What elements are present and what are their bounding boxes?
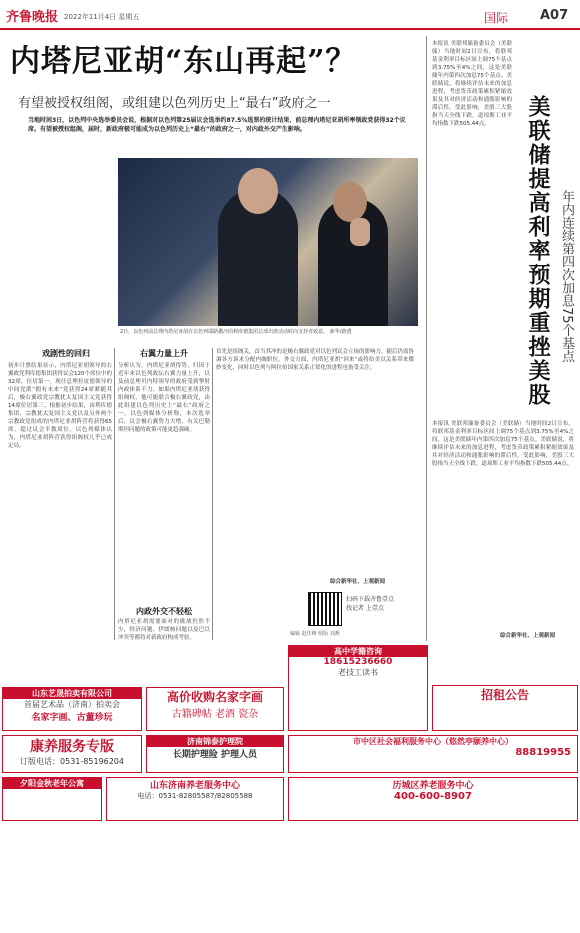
ad-nursing-home [146, 735, 284, 773]
side-source: 综合新华社、上观新闻 [500, 633, 556, 639]
ad-sub: 古籍碑帖 老酒 瓷杂 [171, 709, 259, 720]
byline: 编辑 赵佳峰 组版 刘燕 [290, 631, 340, 637]
ad-title: 山东艺晟拍卖有限公司 [3, 688, 141, 699]
column-divider [426, 36, 427, 641]
column-divider [114, 348, 115, 640]
column-divider [212, 348, 213, 640]
side-body-top: 本报讯 美联邦储备委员会（美联储）当地时间2日宣布，将联邦基金利率目标区间上调75个基点到3.75%至4%之间，这是美联储年内第四次加息75个基点。美联储说，将继续评估未来的加息进程，考虑货币政策累积紧缩效果及其对经济活动和通胀影响的滞后性。受此影响，美股三大股指当天全线下跌，道琼斯工业平均指数下跌505.44点。 [432, 41, 512, 127]
ad-eldercare-banner [2, 735, 142, 773]
issue-date: 2022年11月4日 星期五 [64, 13, 140, 21]
headline: 内塔尼亚胡“东山再起”？ [10, 44, 357, 79]
ad-tag: 名家字画、古董珍玩 [31, 713, 113, 723]
col2-body: 分析认为，内塔尼亚胡得势，归因于近年来以色列政坛右翼力量上升，以及前总理贝内特领导的政府受到掣肘内政体系不力。如果内塔尼亚胡获得组阁权，他可能联合极右翼政党，由此组建以色列历史上“最右”政府之一。以色列媒体分析称，本次选举后，议会极右翼势力大增，有关巴勒斯坦问题的政策可能更趋强硬。 [118, 363, 210, 433]
ad-title: 市中区社会福利服务中心（悠然亭颐养中心） [353, 737, 513, 746]
side-headline: 美联储提高利率预期重挫美股 [525, 95, 551, 407]
ad-sub: 首届艺术品（济南）拍卖会 [24, 700, 120, 709]
ad-sub: 老技工读书 [338, 668, 378, 677]
qr-code [308, 592, 342, 626]
side-body: 本报讯 美联邦储备委员会（美联储）当地时间2日宣布，将联邦基金利率目标区间上调75个基点到3.75%至4%之间，这是美联储年内第四次加息75个基点。美联储说，将继续评估未来的加息进程，考虑货币政策累积紧缩效果及其对经济活动和通胀影响的滞后性。受此影响，美股三大股指当天全线下跌，道琼斯工业平均指数下跌505.44点。 [432, 421, 574, 467]
qr-line: 扫码下载齐鲁壹点 [346, 596, 395, 603]
ad-calligraphy [146, 687, 284, 731]
newspaper-logo: 齐鲁晚报 [6, 10, 59, 25]
ad-title: 高中学籍咨询 [289, 646, 427, 657]
ad-auction [2, 687, 142, 731]
lead-paragraph: 当地时间3日，以色列中央选举委员会说，根据对以色列第25届议会选举约87.5%选票的统计结果，前总理内塔尼亚胡所率领政党获得32个议席。有望被授权组阁，届时，新政府极可能成为以色列历史上“最右”的政府之一，对内政外交产生影响。 [28, 117, 406, 133]
person-head [238, 168, 278, 214]
ad-enrollment [288, 645, 428, 731]
section-name: 国际 [484, 11, 509, 25]
col1-body: 初步计票结果显示，内塔尼亚胡领导的右翼政党利库德集团获得议会120个席位中的32席，位居第一。现任总理拉皮德领导的中间党派“拥有未来”党获得24席紧随其后，极右翼政党宗教犹太复国主义党获得14席位居第三。根据初步结果，由利库德集团、宗教犹太复国主义党以及另外两个宗教政党组成的内塔尼亚胡阵营将获得65席，超过议会半数席位。以色列媒体认为，内塔尼亚胡阵营获得组阁权几乎已成定局。 [8, 363, 112, 449]
page-number: A07 [540, 8, 569, 23]
photo-caption: 2日，以色列前总理内塔尼亚胡在以色列耶路撒冷的利库德集团总部出席活动时向支持者致意。 新华/路透 [120, 329, 352, 335]
ad-title: 夕阳金秋老年公寓 [3, 778, 101, 789]
col3-source: 综合新华社、上观新闻 [330, 579, 386, 585]
ad-title: 历城区养老服务中心 [392, 781, 474, 791]
ad-phone: 400-600-8907 [394, 791, 472, 802]
ad-title: 山东济南养老服务中心 [149, 781, 240, 791]
person-head [333, 182, 367, 222]
col2b-body: 内塔尼亚胡需要面对的挑战仍然不少，经济问题、伊朗核问题以及巴以冲突等都将对新政府构成考验。 [118, 619, 210, 641]
ad-phone: 18615236660 [323, 657, 393, 667]
col1-head: 戏剧性的回归 [42, 349, 90, 358]
raised-hand [350, 218, 370, 246]
ad-licheng-elder [288, 777, 578, 821]
ad-title: 康养服务专版 [30, 739, 114, 755]
qr-caption [346, 595, 394, 613]
side-subhead: 年内连续第四次加息75个基点 [559, 190, 574, 363]
qr-line: 找记者 上壹点 [346, 605, 384, 612]
ad-phone: 订版电话：0531-85196204 [20, 757, 124, 766]
col2-head: 右翼力量上升 [140, 349, 188, 358]
ad-title: 济南锦泰护理院 [147, 736, 283, 747]
news-photo [118, 158, 418, 326]
ad-title: 招租公告 [480, 688, 529, 702]
ad-zone [0, 645, 580, 933]
ad-welfare-center [288, 735, 578, 773]
ad-rental [432, 685, 578, 731]
col2b-head: 内政外交不轻松 [136, 607, 192, 616]
subhead: 有望被授权组阁，或组建以色列历史上“最右”政府之一 [18, 96, 331, 111]
ad-phone: 88819955 [515, 747, 571, 758]
ad-elder-service [106, 777, 284, 821]
ad-phone: 电话：0531-82805587/82805588 [137, 792, 253, 800]
ad-sub: 长期护理险 护理人员 [172, 750, 258, 760]
ad-title: 高价收购名家字画 [166, 690, 263, 704]
col3-body: 首先是组阁关，首当其冲的是极右翼政党对以色列议会立场的影响力。随后仍需协调各方诉求分配内阁职位。外交方面，内塔尼亚胡“回来”或将给美以关系带来微妙变化，同时以色列与阿拉伯国家关系正常化的进程也备受关注。 [216, 349, 414, 371]
ad-senior-apartment [2, 777, 102, 821]
